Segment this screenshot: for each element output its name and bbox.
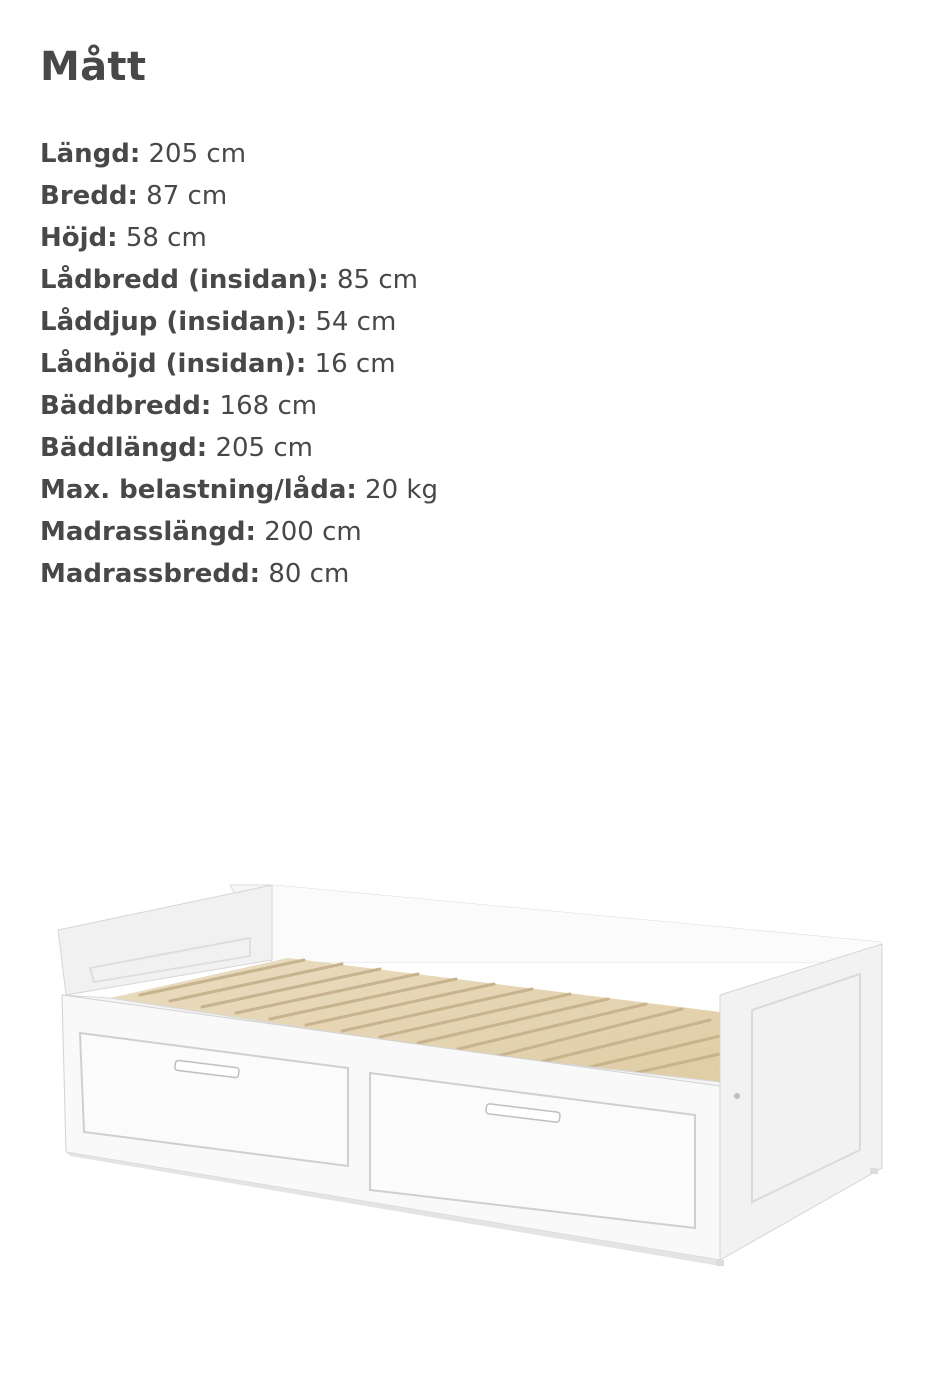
dimension-row-drawer-width: [40, 262, 438, 304]
dimension-value: 80 cm: [268, 559, 350, 589]
dimension-label: Låddjup (insidan):: [40, 307, 308, 337]
dimension-value: 87 cm: [146, 181, 228, 211]
dimension-value: 205 cm: [215, 433, 313, 463]
dimension-label: Bäddlängd:: [40, 433, 208, 463]
dimension-value: 58 cm: [125, 223, 207, 253]
dimension-value: 168 cm: [219, 391, 318, 421]
dimension-row-bed-width: [40, 388, 438, 430]
dimension-label: Bredd:: [40, 181, 138, 211]
dimension-row-width: [40, 178, 438, 220]
dimension-row-height: [40, 220, 438, 262]
dimension-value: 54 cm: [315, 307, 397, 337]
dimension-value: 16 cm: [314, 349, 396, 379]
dimension-value: 205 cm: [148, 139, 247, 169]
dimension-label: Madrasslängd:: [40, 517, 256, 547]
daybed-product-image: [40, 850, 920, 1310]
dimension-row-max-load: [40, 472, 438, 514]
dimension-label: Madrassbredd:: [40, 559, 261, 589]
dimensions-list: [40, 136, 438, 598]
dimension-value: 85 cm: [336, 265, 418, 295]
bed-back-panel: [230, 885, 880, 962]
dimension-row-mattress-length: [40, 514, 438, 556]
dimension-row-mattress-width: [40, 556, 438, 598]
dimension-label: Max. belastning/låda:: [40, 475, 357, 505]
bed-right-end-panel: [720, 944, 882, 1260]
dimension-label: Längd:: [40, 139, 141, 169]
dimension-row-bed-length: [40, 430, 438, 472]
dimension-row-length: [40, 136, 438, 178]
dimension-label: Lådbredd (insidan):: [40, 265, 329, 295]
dimension-label: Lådhöjd (insidan):: [40, 349, 307, 379]
dimension-row-drawer-height: [40, 346, 438, 388]
page-title: Mått: [40, 44, 147, 90]
dimension-label: Höjd:: [40, 223, 118, 253]
dimension-value: 200 cm: [264, 517, 362, 547]
dimension-row-drawer-depth: [40, 304, 438, 346]
dimension-value: 20 kg: [365, 475, 438, 505]
dimension-label: Bäddbredd:: [40, 391, 212, 421]
